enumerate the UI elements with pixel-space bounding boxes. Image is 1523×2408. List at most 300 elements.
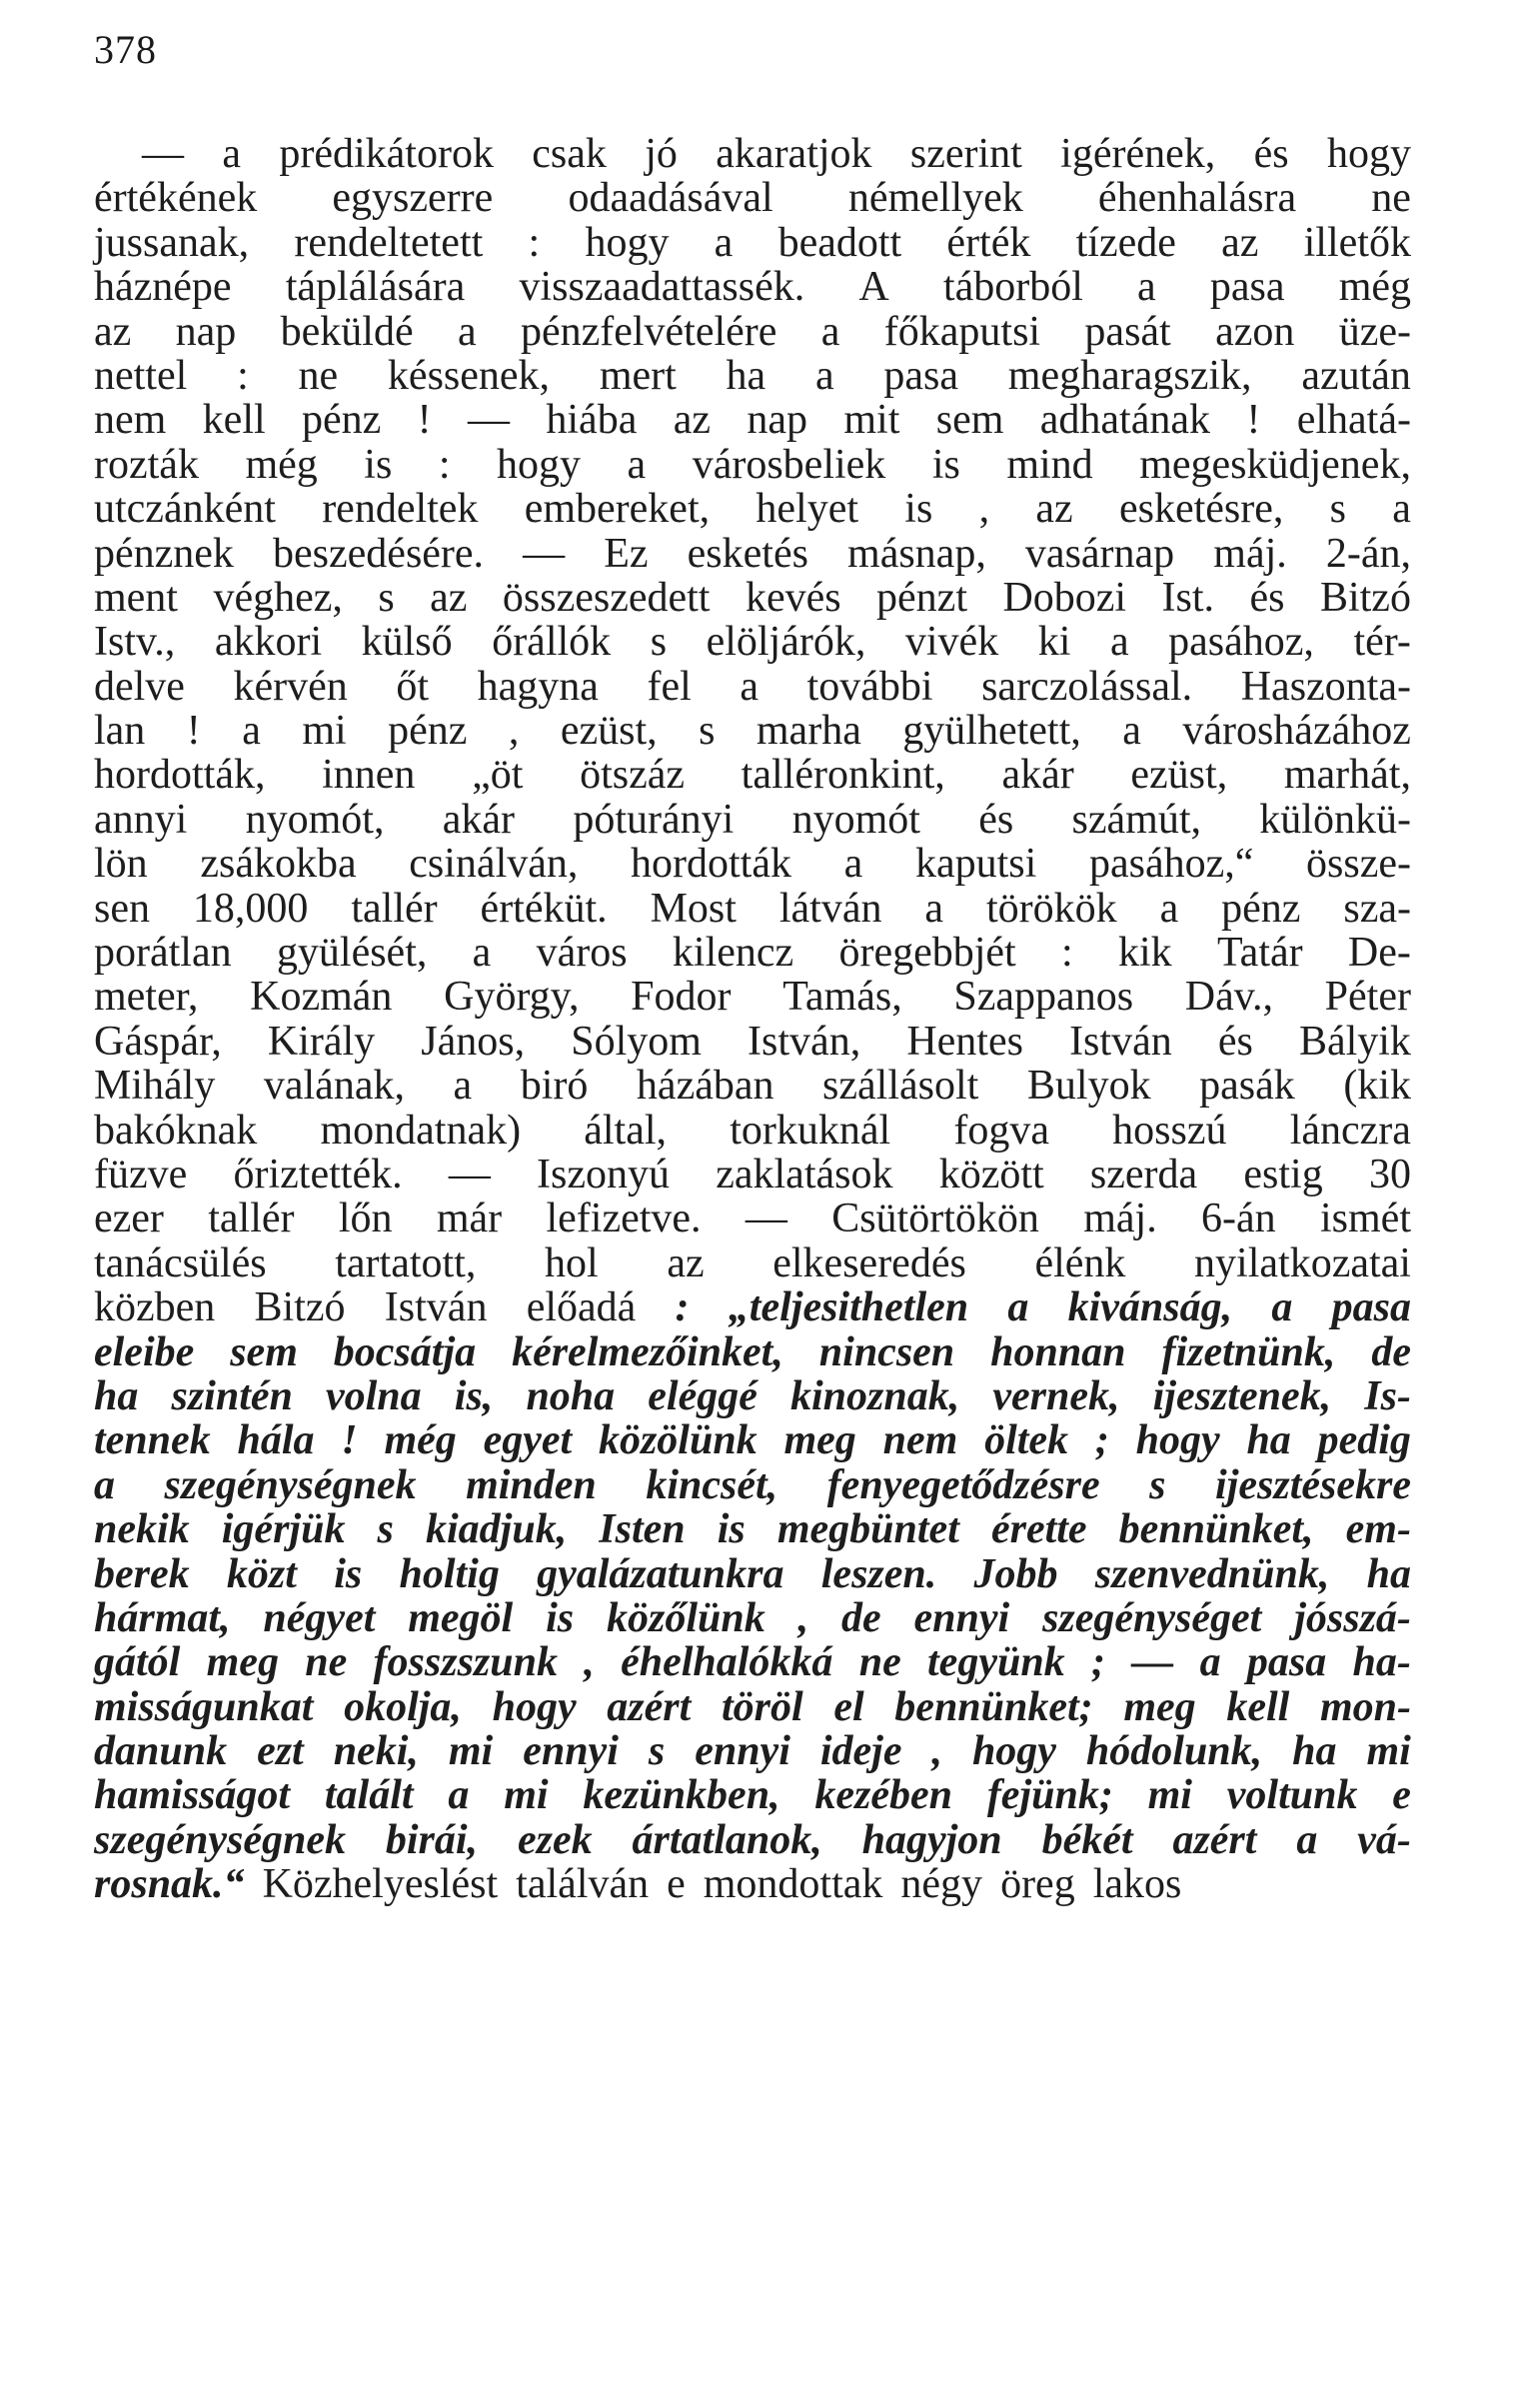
word: hol	[545, 1239, 599, 1286]
word: „teljesithetlen	[728, 1284, 969, 1331]
word: hiába	[546, 397, 638, 444]
word: s	[648, 1728, 666, 1775]
word: esketésre,	[1118, 486, 1284, 533]
word: lakos	[1092, 1861, 1182, 1908]
word: biró	[520, 1063, 589, 1110]
word: marhát,	[1283, 752, 1411, 799]
word: a	[1122, 708, 1141, 755]
word: Bitzó	[1319, 574, 1411, 621]
word: azért	[607, 1683, 692, 1730]
word: ,	[797, 1594, 809, 1641]
word: annyi	[94, 796, 188, 843]
word: szintén	[171, 1372, 293, 1419]
word: kivánság,	[1067, 1284, 1233, 1331]
text-line	[94, 443, 1411, 487]
word: :	[675, 1284, 690, 1331]
word: helyet	[756, 486, 859, 533]
word: a	[222, 131, 241, 177]
word: sarczolással.	[981, 663, 1193, 710]
word: ötszáz	[580, 752, 686, 799]
word: ha	[1246, 1417, 1291, 1464]
word: mit	[843, 397, 900, 444]
word: talált	[324, 1772, 414, 1819]
word: őt	[396, 663, 430, 710]
word: fel	[647, 663, 692, 710]
word: kaputsi	[914, 841, 1037, 888]
word: —	[142, 131, 184, 177]
word: szállásolt	[822, 1063, 979, 1110]
word: egyszerre	[332, 175, 494, 222]
word: pasa	[1246, 1639, 1327, 1686]
word: éhelhalókká	[621, 1639, 833, 1686]
word: mondottak	[703, 1861, 883, 1908]
word: Bitzó	[254, 1284, 346, 1331]
word: és	[978, 796, 1014, 843]
text-line	[94, 221, 1411, 265]
word: (kik	[1343, 1063, 1411, 1110]
word: hódolunk,	[1085, 1728, 1263, 1775]
word: Király	[267, 1018, 376, 1065]
word: mert	[599, 352, 677, 399]
word: megharagszik,	[1007, 352, 1252, 399]
word: Dáv.,	[1184, 974, 1273, 1021]
word: neki,	[333, 1728, 419, 1775]
word: közölünk	[598, 1417, 758, 1464]
word: György,	[444, 974, 580, 1021]
text-line	[94, 709, 1411, 753]
word: is	[364, 441, 393, 488]
word: ha	[726, 352, 766, 399]
word: minden	[466, 1461, 597, 1508]
word: ment	[94, 574, 178, 621]
word: birái,	[385, 1816, 479, 1863]
word: Iszonyú	[537, 1151, 671, 1198]
word: Közhelyeslést	[262, 1861, 499, 1908]
word: véghez,	[213, 574, 343, 621]
word: gyülését,	[276, 930, 428, 977]
word: rendeltek	[322, 486, 479, 533]
word: őriztették.	[233, 1151, 403, 1198]
word: és	[1249, 574, 1285, 621]
word: pasák	[1199, 1063, 1295, 1110]
word: ;	[1090, 1639, 1105, 1686]
word: fizetnünk,	[1161, 1328, 1336, 1375]
word: kell	[1226, 1683, 1290, 1730]
word: jó	[645, 131, 678, 177]
text-line	[94, 1374, 1411, 1418]
word: ha	[94, 1372, 139, 1419]
word: város	[536, 930, 628, 977]
word: rosnak.“	[94, 1861, 245, 1908]
word: összeszedett	[502, 574, 711, 621]
word: tallér	[208, 1196, 295, 1242]
word: élénk	[1034, 1239, 1126, 1286]
word: azért	[1172, 1816, 1257, 1863]
word: mi	[302, 708, 347, 755]
word: hagyna	[477, 663, 599, 710]
word: kezünkben,	[583, 1772, 780, 1819]
word: nyomót,	[245, 796, 385, 843]
text-line	[94, 1020, 1411, 1064]
word: nincsen	[818, 1328, 955, 1375]
word: valának,	[263, 1063, 405, 1110]
word: Is-	[1364, 1372, 1411, 1419]
word: fejünk;	[986, 1772, 1113, 1819]
word: lánczra	[1289, 1107, 1411, 1154]
word: odaadásával	[568, 175, 773, 222]
word: meg	[783, 1417, 856, 1464]
word: póturányi	[573, 796, 735, 843]
text-line	[94, 1640, 1411, 1684]
word: hagyjon	[861, 1816, 1002, 1863]
word: Szappanos	[953, 974, 1134, 1021]
word: a	[1392, 486, 1411, 533]
word: 30	[1368, 1151, 1411, 1198]
word: a	[814, 352, 834, 399]
word: is	[546, 1594, 575, 1641]
word: fosszszunk	[373, 1639, 558, 1686]
word: em-	[1345, 1506, 1411, 1553]
text-line	[94, 576, 1411, 620]
word: ki	[1037, 619, 1071, 666]
word: számút,	[1071, 796, 1201, 843]
word: kincsét,	[646, 1461, 778, 1508]
text-line	[94, 265, 1411, 309]
text-line	[94, 753, 1411, 797]
word: ezüst,	[560, 708, 658, 755]
word: a	[472, 930, 492, 977]
word: Bályik	[1298, 1018, 1411, 1065]
word: ,	[931, 1728, 942, 1775]
word: szegénységet	[1042, 1594, 1262, 1641]
word: öregebbjét	[838, 930, 1016, 977]
word: ne	[858, 1639, 901, 1686]
word: Tamás,	[782, 974, 902, 1021]
word: s	[378, 574, 395, 621]
text-line	[94, 931, 1411, 975]
word: tartatott,	[335, 1239, 477, 1286]
word: nem	[94, 397, 167, 444]
word: s	[377, 1506, 394, 1553]
word: de	[840, 1594, 881, 1641]
word: sem	[935, 397, 1004, 444]
text-line	[94, 1330, 1411, 1374]
word: ártatlanok,	[632, 1816, 822, 1863]
word: !	[1246, 397, 1261, 444]
body-text	[94, 132, 1411, 1907]
word: Jobb	[973, 1550, 1058, 1597]
word: érték	[946, 219, 1031, 266]
word: talléronkint,	[741, 752, 945, 799]
word: hogy	[1326, 131, 1411, 177]
word: marha	[756, 708, 861, 755]
text-line	[94, 1241, 1411, 1285]
word: az	[430, 574, 468, 621]
text-line	[94, 1418, 1411, 1462]
word: még	[245, 441, 318, 488]
word: 18,000	[192, 885, 309, 932]
word: —	[745, 1196, 787, 1242]
page-number: 378	[94, 27, 157, 72]
word: nyomót	[791, 796, 920, 843]
word: ha	[1366, 1550, 1411, 1597]
word: utczánként	[94, 486, 276, 533]
word: megbüntet	[776, 1506, 959, 1553]
word: a	[1159, 885, 1179, 932]
word: —	[523, 530, 566, 577]
word: s	[650, 619, 668, 666]
word: —	[468, 397, 511, 444]
word: pasát	[1084, 308, 1171, 355]
word: városbeliek	[692, 441, 886, 488]
word: meg	[206, 1639, 279, 1686]
word: máj.	[1213, 530, 1287, 577]
word: :	[237, 352, 249, 399]
word: pasához,	[1168, 619, 1314, 666]
word: értékének	[94, 175, 258, 222]
word: a	[242, 708, 261, 755]
word: illetők	[1303, 219, 1411, 266]
word: össze-	[1306, 841, 1411, 888]
word: Haszonta-	[1240, 663, 1411, 710]
word: hogy	[492, 1683, 577, 1730]
word: kik	[1117, 930, 1172, 977]
word: főkaputsi	[883, 308, 1041, 355]
word: is	[717, 1506, 746, 1553]
word: beszedésére.	[273, 530, 485, 577]
word: Fodor	[631, 974, 732, 1021]
word: ,	[978, 486, 990, 533]
word: igérjük	[221, 1506, 346, 1553]
word: a	[448, 1772, 470, 1819]
word: a	[714, 219, 734, 266]
word: eléggé	[648, 1372, 758, 1419]
word: mondatnak)	[320, 1107, 522, 1154]
word: pasa	[1331, 1284, 1411, 1331]
word: bakóknak	[94, 1107, 258, 1154]
word: berek	[94, 1550, 190, 1597]
word: beadott	[777, 219, 902, 266]
word: megöl	[408, 1594, 514, 1641]
word: már	[436, 1196, 503, 1242]
word: az	[94, 308, 132, 355]
word: békét	[1041, 1816, 1133, 1863]
word: honnan	[990, 1328, 1126, 1375]
word: Gáspár,	[94, 1018, 222, 1065]
word: pasa	[883, 352, 959, 399]
word: a	[457, 308, 477, 355]
word: táborból	[942, 264, 1083, 311]
word: Ist.	[1161, 574, 1215, 621]
word: hosszú	[1112, 1107, 1227, 1154]
word: a	[627, 441, 647, 488]
word: szegénységnek	[164, 1461, 417, 1508]
word: az	[667, 1239, 705, 1286]
word: őrállók	[492, 619, 612, 666]
word: további	[806, 663, 933, 710]
word: s	[1149, 1461, 1166, 1508]
word: hármat,	[94, 1594, 231, 1641]
word: ezek	[517, 1816, 593, 1863]
word: gyülhetett,	[902, 708, 1081, 755]
word: és	[1217, 1018, 1253, 1065]
word: előadá	[526, 1284, 637, 1331]
word: De-	[1347, 930, 1411, 977]
word: Kozmán	[250, 974, 393, 1021]
word: A	[858, 264, 889, 311]
word: mi	[1366, 1728, 1411, 1775]
word: nap	[175, 308, 237, 355]
word: a	[843, 841, 863, 888]
word: kezében	[814, 1772, 952, 1819]
word: ne	[305, 1639, 348, 1686]
word: gyalázatunkra	[537, 1550, 784, 1597]
word: mi	[504, 1772, 549, 1819]
word: üze-	[1338, 308, 1411, 355]
text-line	[94, 1463, 1411, 1507]
word: ha	[1292, 1728, 1337, 1775]
word: noha	[526, 1372, 616, 1419]
word: akár	[442, 796, 516, 843]
text-line	[94, 532, 1411, 576]
text-line	[94, 1818, 1411, 1862]
word: a	[94, 1461, 115, 1508]
word: szerda	[1089, 1151, 1198, 1198]
text-line	[94, 842, 1411, 886]
word: tér-	[1353, 619, 1411, 666]
word: kell	[202, 397, 266, 444]
word: Dobozi	[1002, 574, 1127, 621]
word: az	[1221, 219, 1259, 266]
word: között	[938, 1151, 1044, 1198]
word: danunk	[94, 1728, 228, 1775]
word: másnap,	[847, 530, 986, 577]
word: ismét	[1320, 1196, 1411, 1242]
word: István	[384, 1284, 488, 1331]
word: mind	[1006, 441, 1093, 488]
word: némellyek	[847, 175, 1023, 222]
word: megesküdjenek,	[1139, 441, 1411, 488]
word: Hentes	[906, 1018, 1023, 1065]
word: ijesztenek,	[1152, 1372, 1332, 1419]
word: zaklatások	[716, 1151, 893, 1198]
text-line	[94, 798, 1411, 842]
word: s	[699, 708, 716, 755]
word: még	[384, 1417, 457, 1464]
word: pénzt	[876, 574, 967, 621]
word: is	[931, 441, 960, 488]
text-line	[94, 398, 1411, 442]
text-line	[94, 975, 1411, 1019]
word: igérének,	[1060, 131, 1216, 177]
word: ijesztésekre	[1215, 1461, 1411, 1508]
word: tennek	[94, 1417, 211, 1464]
word: szenvednünk,	[1094, 1550, 1330, 1597]
word: Most	[650, 885, 737, 932]
word: jussanak,	[94, 219, 250, 266]
word: Csütörtökön	[831, 1196, 1039, 1242]
word: rendeltetett	[294, 219, 484, 266]
word: akaratjok	[716, 131, 872, 177]
word: is,	[454, 1372, 494, 1419]
word: ezüst,	[1130, 752, 1228, 799]
word: vá-	[1357, 1816, 1411, 1863]
word: voltunk	[1226, 1772, 1358, 1819]
word: !	[186, 708, 201, 755]
word: Ez	[604, 530, 649, 577]
word: tegyünk	[927, 1639, 1065, 1686]
word: :	[1061, 930, 1073, 977]
text-line	[94, 887, 1411, 931]
word: kilencz	[672, 930, 794, 977]
word: „öt	[472, 752, 524, 799]
text-line	[94, 1596, 1411, 1640]
word: 6-án	[1201, 1196, 1276, 1242]
word: sen	[94, 885, 150, 932]
word: éhenhalásra	[1097, 175, 1297, 222]
word: Péter	[1324, 974, 1411, 1021]
word: István	[1069, 1018, 1172, 1065]
word: pasa	[1209, 264, 1285, 311]
word: zsákokba	[200, 841, 357, 888]
word: el	[833, 1683, 864, 1730]
word: ezt	[257, 1728, 304, 1775]
word: Mihály	[94, 1063, 216, 1110]
word: Bulyok	[1026, 1063, 1151, 1110]
text-line	[94, 1109, 1411, 1153]
word: István,	[748, 1018, 861, 1065]
word: hála	[237, 1417, 315, 1464]
text-line	[94, 1552, 1411, 1596]
word: fenyegetődzésre	[826, 1461, 1100, 1508]
word: csinálván,	[409, 841, 579, 888]
word: nyilatkozatai	[1194, 1239, 1411, 1286]
word: nem	[882, 1417, 958, 1464]
word: külső	[361, 619, 453, 666]
word: ennyi	[913, 1594, 1010, 1641]
text-line	[94, 487, 1411, 531]
word: esketés	[687, 530, 808, 577]
word: vasárnap	[1024, 530, 1175, 577]
word: visszaadattassék.	[519, 264, 805, 311]
word: prédikátorok	[279, 131, 494, 177]
word: a	[1137, 264, 1156, 311]
word: ideje	[819, 1728, 902, 1775]
word: táplálására	[285, 264, 466, 311]
word: elkeseredés	[772, 1239, 966, 1286]
word: a	[453, 1063, 473, 1110]
word: pénz	[388, 708, 468, 755]
word: kérvén	[233, 663, 348, 710]
word: és	[1253, 131, 1289, 177]
text-line	[94, 1685, 1411, 1729]
word: vernek,	[992, 1372, 1120, 1419]
word: Tatár	[1216, 930, 1303, 977]
text-line	[94, 1862, 1411, 1906]
word: nettel	[94, 352, 188, 399]
word: a	[1271, 1284, 1293, 1331]
word: a	[820, 308, 840, 355]
word: torkuknál	[730, 1107, 891, 1154]
word: pedig	[1317, 1417, 1411, 1464]
word: lan	[94, 708, 146, 755]
word: ezer	[94, 1196, 164, 1242]
word: tanácsülés	[94, 1239, 267, 1286]
text-line	[94, 354, 1411, 398]
word: e	[667, 1861, 686, 1908]
word: akár	[1001, 752, 1074, 799]
word: eleibe	[94, 1328, 195, 1375]
